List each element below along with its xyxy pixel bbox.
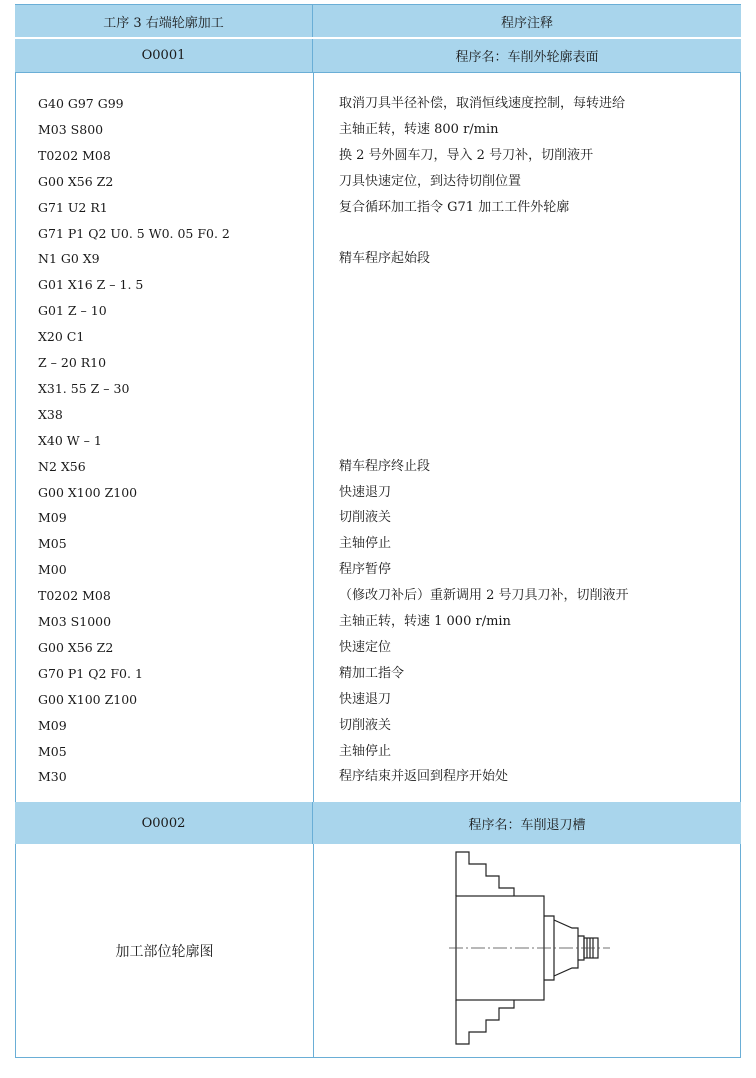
comment-line: 切削液关 [339, 510, 392, 525]
program1-number: O0001 [15, 39, 313, 72]
comment-line: 主轴停止 [339, 744, 392, 759]
code-line: G00 X100 Z100 [38, 692, 138, 707]
code-line: X20 C1 [38, 329, 85, 344]
code-line: N2 X56 [38, 459, 86, 474]
table-header-row [15, 4, 741, 37]
code-line: G40 G97 G99 [38, 96, 124, 111]
comment-line: 复合循环加工指令 G71 加工工件外轮廓 [339, 200, 570, 215]
program2-header-row [15, 802, 741, 844]
figure-cell [314, 844, 740, 1057]
code-line: M09 [38, 510, 67, 525]
code-line: M05 [38, 744, 67, 759]
code-line: G71 P1 Q2 U0. 5 W0. 05 F0. 2 [38, 226, 230, 241]
program1-body [15, 72, 741, 802]
comment-line: 主轴正转，转速 1 000 r/min [339, 614, 511, 629]
program2-name: 程序名：车削退刀槽 [468, 817, 586, 833]
comment-line: 换 2 号外圆车刀，导入 2 号刀补，切削液开 [339, 148, 594, 163]
code-line: M00 [38, 562, 67, 577]
code-line: Z – 20 R10 [38, 355, 107, 370]
code-line: X38 [38, 407, 63, 422]
comment-title: 程序注释 [500, 15, 553, 31]
code-line: M05 [38, 536, 67, 551]
comment-line: 刀具快速定位，到达待切削位置 [339, 174, 522, 189]
comment-line: 程序结束并返回到程序开始处 [339, 769, 509, 784]
part-profile-drawing [314, 844, 742, 1058]
comment-line: 精车程序起始段 [339, 251, 431, 266]
comment-line: 快速定位 [339, 640, 392, 655]
code-line: M03 S800 [38, 122, 104, 137]
code-line: G00 X56 Z2 [38, 640, 114, 655]
code-line: G01 Z – 10 [38, 303, 107, 318]
code-line: X31. 55 Z – 30 [38, 381, 130, 396]
code-line: G71 U2 R1 [38, 200, 108, 215]
code-line: G00 X100 Z100 [38, 485, 138, 500]
code-line: G00 X56 Z2 [38, 174, 114, 189]
code-line: M09 [38, 718, 67, 733]
code-line: X40 W – 1 [38, 433, 102, 448]
program1-header-row [15, 39, 741, 72]
comment-line: 精车程序终止段 [339, 459, 431, 474]
program2-number: O0002 [15, 802, 313, 844]
comment-line: 程序暂停 [339, 562, 392, 577]
code-line: G70 P1 Q2 F0. 1 [38, 666, 143, 681]
code-line: N1 G0 X9 [38, 251, 100, 266]
comment-line: 切削液关 [339, 718, 392, 733]
program2-body [15, 844, 741, 1058]
comment-line: 主轴正转，转速 800 r/min [339, 122, 499, 137]
code-line: M03 S1000 [38, 614, 112, 629]
code-line: T0202 M08 [38, 588, 111, 603]
program1-name: 程序名：车削外轮廓表面 [455, 50, 599, 65]
comment-line: 快速退刀 [339, 485, 392, 500]
comment-line: 主轴停止 [339, 536, 392, 551]
code-line: G01 X16 Z – 1. 5 [38, 277, 144, 292]
comment-line: （修改刀补后）重新调用 2 号刀具刀补，切削液开 [339, 588, 629, 603]
code-line: T0202 M08 [38, 148, 111, 163]
comment-line: 精加工指令 [339, 666, 405, 681]
figure-label: 加工部位轮廓图 [16, 844, 314, 1057]
program1-code-column [16, 73, 314, 802]
comment-line: 快速退刀 [339, 692, 392, 707]
comment-line: 取消刀具半径补偿，取消恒线速度控制，每转进给 [339, 96, 626, 111]
step-title: 工序 3 右端轮廓加工 [15, 5, 313, 37]
program1-comment-column [314, 73, 740, 802]
code-line: M30 [38, 769, 67, 784]
